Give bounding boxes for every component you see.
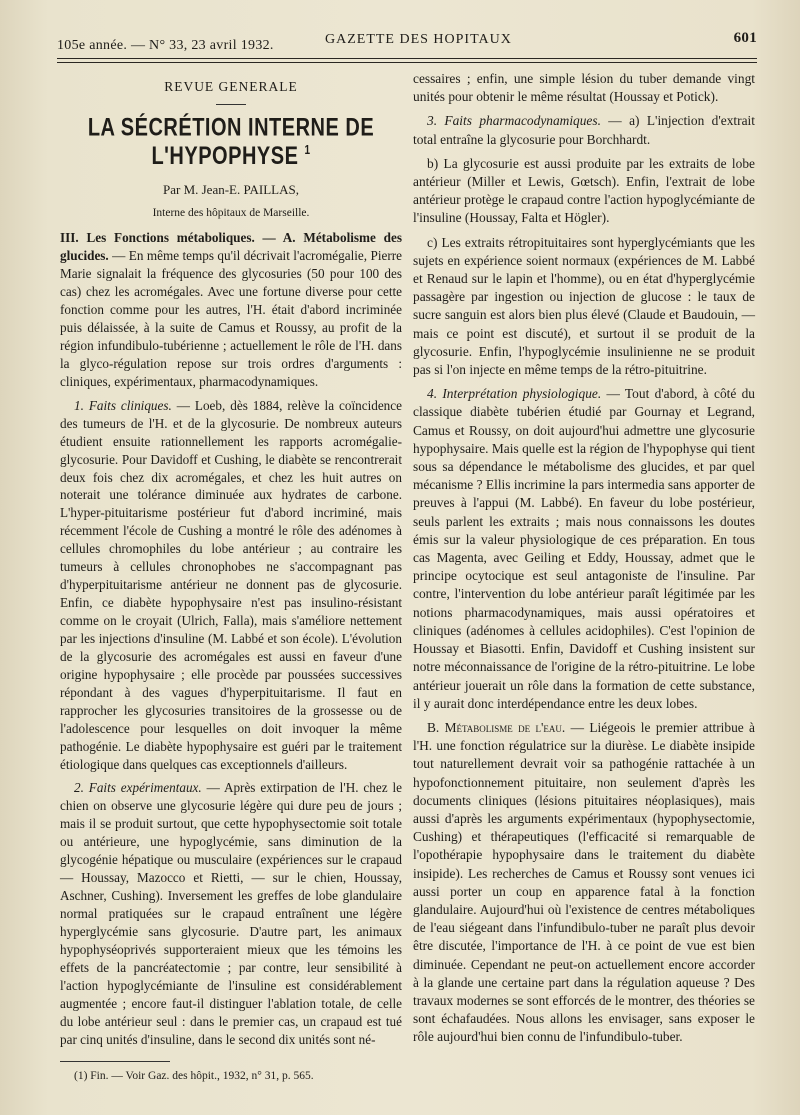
right-column <box>413 70 755 1053</box>
paragraph: B. Métabolisme de l'eau. — Liégeois le premier attribue à l'H. une fonction régulatrice sur la diurèse. Le diabète insipide tout naturellement devrait voir sa pathogénie rattachée à un hypofonctionnement pituitaire, non seulement d'après les documents cliniques (lésions pituitaires néoplasiques), mais aussi d'après les arguments expérimentaux (hypophysectomie, Cushing) et thérapeutiques (l'efficacité si remarquable de l'opothérapie hypophysaire dans le traitement du diabète insipide). Les recherches de Camus et Roussy sont venues ici aussi porter un coup en apparence fatal à la fonction glandulaire. Aujourd'hui où l'existence de centres métaboliques de l'eau siégeant dans l'infundibulo-tuber ne paraît plus devoir être discutée, l'importance de l'H. à ce point de vue est bien diminuée. Cependant ne peut-on actuellement encore accorder à la glande une certaine part dans la régulation aqueuse ? Des travaux modernes se sont efforcés de le montrer, des théories se sont échafaudées. Nous allons les envisager, sans exposer le rôle aujourd'hui bien connu de l'infundibulo-tuber. <box>413 719 755 1045</box>
paragraph: III. Les Fonctions métaboliques. — A. Métabolisme des glucides. — En même temps qu'il décrivait l'acromégalie, Pierre Marie signalait la fréquence des glycosuries (50 pour 100 des cas) chez les acromégales. Avec une fortune diverse pour cette fonction comme pour les autres, l'H. était d'abord incriminée puis délaissée, à la suite de Camus et Roussy, au profit de la région infundibulo-tubérienne ; actuellement le rôle de l'H. dans la glyco-régulation repose sur trois ordres d'arguments : cliniques, expérimentaux, pharmacodynamiques. <box>60 230 402 389</box>
footnote-divider <box>60 1061 170 1062</box>
paragraph: 2. Faits expérimentaux. — Après extirpation de l'H. chez le chien on observe une glycosurie légère qui dure peu de jours ; mais il se produit surtout, que cette hypophysectomie soit totale ou antérieure, une hypoglycémie, sans diminution de la glycogénie hépatique ou musculaire (expériences sur le crapaud — Houssay, Mazocco et Rietti, — sur le chien, Houssay, Aschner, Cushing). Inversement les greffes de lobe glandulaire normal pratiquées sur le crapaud entraînent une légère hyperglycémie sans glycosurie. D'autre part, les animaux hypophyséoprivés supporteraient mieux que les témoins les effets de la pancréatectomie ; par contre, leur sensibilité à l'action hypoglycémiante de l'insuline est considérablement augmentée ; encore faut-il distinguer l'ablation totale, de celle du lobe antérieur seul : dans le premier cas, un crapaud est tué par cinq unités d'insuline, dans le second dix unités sont né- <box>60 780 402 1047</box>
issue-info: 105e année. — N° 33, 23 avril 1932. <box>57 38 274 53</box>
article-author: Par M. Jean-E. PAILLAS, <box>162 182 299 198</box>
article-title-text: LA SÉCRÉTION INTERNE DE L'HYPOPHYSE <box>87 114 375 170</box>
paragraph: c) Les extraits rétropituitaires sont hyperglycémiants que les sujets en expérience soient normaux (expériences de M. Labbé et Renaud sur le lapin et l'homme), ou en état d'hyperglycémie passagère par ingestion ou injection de glucose : le taux de sucre sanguin est alors bien plus élevé (Claude et Baudouin, — mais ce point est discuté), et surtout il se produit de la glycosurie. Enfin, l'hypoglycémie insulinienne ne se produit pas si l'on injecte en même temps de la rétro-pituitrine. <box>413 234 755 378</box>
subsection-heading: 3. Faits pharmacodynamiques. <box>427 113 601 129</box>
paragraph: 1. Faits cliniques. — Loeb, dès 1884, relève la coïncidence des tumeurs de l'H. et de la glycosurie. De nombreux auteurs étudient ensuite rationnellement les rapports acromégalie-glycosurie. Pour Davidoff et Cushing, le diabète se rencontrerait deux fois chez dix acromégales, et chez les huit autres on noterait une tolérance diminuée aux hydrates de carbone. L'hyper-pituitarisme postérieur fut d'abord incriminé, mais récemment l'école de Cushing a montré le rôle des adénomes à cellules chromophiles du lobe antérieur ; au contraire les tumeurs à cellules chronophobes ne s'accompagnant pas d'hyperpituitarisme antérieur ne donnent pas de glycosurie. Enfin, ce diabète hypophysaire n'est pas insulino-résistant comme on le croyait (Ulrich, Falla), mais s'améliore nettement par les injections d'insuline (M. Labbé et son école). L'évolution de la glycosurie des acromégales est aussi en faveur d'une origine hypophysaire ; elle procède par poussées successives répondant à des vagues d'hyperpituitarisme. Il faut en rapprocher les glycosuries transitoires de la grossesse ou de l'adolescence pour lesquelles on doit invoquer la même pathogénie. Le diabète hypophysaire est guéri par le traitement étiologique dans quelques cas exceptionnels d'ailleurs. <box>60 397 402 772</box>
page-number: 601 <box>733 30 757 46</box>
section-heading: III. Les Fonctions métaboliques. — A. Métabolisme des glucides. <box>60 230 402 264</box>
article-title <box>60 114 402 170</box>
paragraph: 3. Faits pharmacodynamiques. — a) L'injection d'extrait total entraîne la glycosurie pour Borchhardt. <box>413 113 755 147</box>
subsection-heading: 4. Interprétation physiologique. <box>427 386 602 402</box>
journal-name: GAZETTE DES HOPITAUX <box>325 32 512 47</box>
page-header <box>57 30 757 60</box>
author-affiliation: Interne des hôpitaux de Marseille. <box>152 207 310 220</box>
paragraph: b) La glycosurie est aussi produite par les extraits de lobe antérieur (Miller et Lewis, Gœtsch). Enfin, l'extrait de lobe antérieur protège le crapaud contre l'action hypoglycémiante de l'insuline (Houssay, Falta et Högler). <box>413 155 755 226</box>
section-rubric: REVUE GENERALE <box>164 79 298 94</box>
rubric-divider <box>216 104 246 105</box>
subsection-heading: 1. Faits cliniques. <box>74 397 172 413</box>
subsection-heading: 2. Faits expérimentaux. <box>74 780 202 796</box>
header-rule-thin <box>57 62 757 63</box>
title-footnote-mark: 1 <box>304 144 311 158</box>
footnote: (1) Fin. — Voir Gaz. des hôpit., 1932, n° 31, p. 565. <box>74 1069 314 1082</box>
left-column <box>60 68 402 1091</box>
header-rule <box>57 58 757 59</box>
paragraph: cessaires ; enfin, une simple lésion du tuber demande vingt unités pour obtenir le même résultat (Houssay et Potick). <box>413 71 755 105</box>
section-heading: B. Métabolisme de l'eau. <box>427 719 566 735</box>
paragraph: 4. Interprétation physiologique. — Tout d'abord, à côté du classique diabète tubérien étudié par Gournay et Legrand, Camus et Roussy, on doit aujourd'hui admettre une glycosurie hypophysaire. Mais quelle est la région de l'hypophyse qui tient sous sa dépendance le métabolisme des glucides, et par quel mécanisme ? Ellis incrimine la pars intermedia sans apporter de preuves à l'appui (M. Labbé). En faveur du lobe postérieur, seuls parlent les extraits ; mais nous connaissons les doutes émis sur la valeur physiologique de ces préparation. En tous cas Magenta, avec Geiling et Eddy, Houssay, admet que le principe ocytocique est seul antagoniste de l'insuline. Par contre, l'intervention du lobe antérieur paraît légitimée par les notions pharmacodynamiques, mais aussi opératoires et cliniques (adénomes à cellules acidophiles). C'est l'opinion de Houssay et Biasotti. Enfin, Davidoff et Cushing insistent sur notre méconnaissance de l'origine de la rétro-pituitrine. Le lobe antérieur jouerait un rôle dans la formation de cette substance, il y aurait donc interdépendance entre les deux lobes. <box>413 386 756 711</box>
